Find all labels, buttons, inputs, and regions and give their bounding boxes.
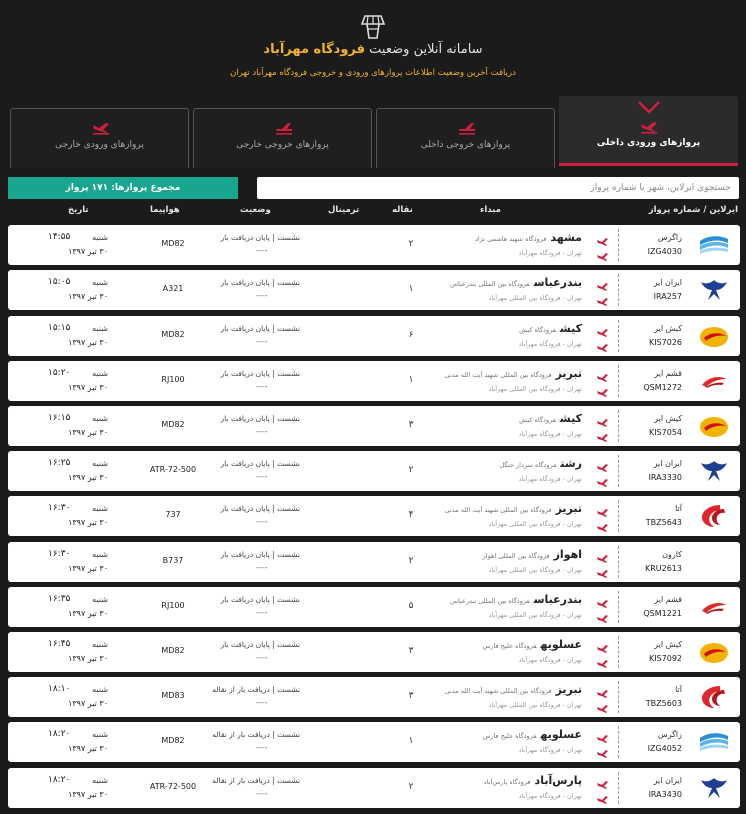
tab-domestic-departures[interactable] [376,108,555,168]
plane-destination-icon [596,609,610,619]
aircraft-type: RJ100 [161,601,185,610]
flight-status: نشست | پایان دریافت بار [220,640,300,649]
origin-city-name: بندرعباس [533,593,582,606]
flight-time: ۱۵:۱۵ [48,323,71,333]
flight-status-secondary: ---- [256,472,268,481]
origin-city [445,502,582,515]
flight-date: ۳۰ تیر ۱۳۹۷ [68,428,108,437]
airline-name: قشم ایر [654,369,682,378]
flight-time: ۱۶:۲۵ [48,458,71,468]
flight-day: شنبه [92,776,108,785]
plane-origin-icon [596,277,610,287]
flight-day: شنبه [92,324,108,333]
flight-row[interactable] [8,722,740,762]
flight-status: نشست | پایان دریافت بار [220,324,300,333]
row-divider [618,274,619,306]
aircraft-type: MD83 [161,691,185,700]
gate-number: ۲ [408,556,414,566]
flight-status-secondary: ---- [256,789,268,798]
aircraft-type: 737 [165,510,181,519]
airline-name: آتا [675,685,682,694]
row-divider [618,726,619,758]
flight-date: ۳۰ تیر ۱۳۹۷ [68,744,108,753]
flight-time: ۱۵:۲۰ [48,368,71,378]
chevron-down-icon [637,100,661,114]
flight-status: نشست | پایان دریافت بار [220,369,300,378]
plane-destination-icon [596,428,610,438]
plane-origin-icon [596,323,610,333]
flight-number: KIS7054 [648,428,682,437]
flight-date: ۳۰ تیر ۱۳۹۷ [68,564,108,573]
flight-time: ۱۸:۱۰ [48,684,71,694]
airline-logo-icon [698,728,730,756]
flight-number: IZG4030 [647,247,682,256]
plane-takeoff-icon [274,121,294,135]
plane-origin-icon [596,232,610,242]
flight-number: TBZ5603 [645,699,682,708]
origin-city [499,457,582,470]
airline-name: آتا [675,504,682,513]
flight-row[interactable] [8,270,740,310]
flight-number: QSM1272 [643,383,682,392]
origin-city [475,231,582,244]
aircraft-type: MD82 [161,330,185,339]
origin-city-name: تبریز [555,683,582,696]
flight-number: KIS7092 [648,654,682,663]
flight-date: ۳۰ تیر ۱۳۹۷ [68,790,108,799]
flight-number: QSM1221 [643,609,682,618]
airline-logo-icon [698,593,730,621]
origin-airport: فرودگاه بین المللی شهید آیت الله مدنی [444,506,552,514]
airline-logo-icon [698,548,730,576]
title-highlight: فرودگاه مهرآباد [263,42,366,57]
flight-status-secondary: ---- [256,517,268,526]
aircraft-type: RJ100 [161,375,185,384]
gate-number: ۴ [408,510,414,520]
airline-name: ایران ایر [653,459,682,468]
gate-number: ۵ [408,601,414,611]
flight-row[interactable] [8,542,740,582]
plane-landing-icon [91,121,111,135]
aircraft-type: MD82 [161,646,185,655]
airline-logo-icon [698,276,730,304]
col-date: تاریخ [68,205,89,215]
flight-day: شنبه [92,640,108,649]
origin-city-name: بندرعباس [533,276,582,289]
flight-row[interactable] [8,677,740,717]
aircraft-type: MD82 [161,736,185,745]
origin-city [445,367,582,380]
plane-origin-icon [596,368,610,378]
origin-city-name: پارس‌آباد [534,774,582,787]
col-airline: ایرلاین / شماره پرواز [648,205,738,215]
flight-row[interactable] [8,632,740,672]
airline-name: کارون [662,550,682,559]
plane-destination-icon [596,247,610,257]
flight-number: IRA3330 [648,473,682,482]
flight-status-secondary: ---- [256,563,268,572]
gate-number: ۲ [408,239,414,249]
gate-number: ۳ [408,646,414,656]
flight-status: نشست | پایان دریافت بار [220,550,300,559]
flight-status: نشست | پایان دریافت بار [220,504,300,513]
origin-city-name: تبریز [555,502,582,515]
flight-number: IZG4052 [647,744,682,753]
site-header [0,0,746,100]
flight-time: ۱۸:۲۰ [48,729,71,739]
origin-airport: فرودگاه کیش [519,326,556,334]
gate-number: ۳ [408,691,414,701]
flight-date: ۳۰ تیر ۱۳۹۷ [68,247,108,256]
row-divider [618,681,619,713]
row-divider [618,500,619,532]
origin-airport: فرودگاه بین المللی شهید آیت الله مدنی [444,687,552,695]
flight-row[interactable] [8,316,740,356]
flight-row[interactable] [8,361,740,401]
origin-airport: فرودگاه خلیج فارس [482,732,537,740]
col-status: وضعیت [240,205,271,215]
flight-row[interactable] [8,587,740,627]
flight-row[interactable] [8,768,740,808]
row-divider [618,591,619,623]
flight-date: ۳۰ تیر ۱۳۹۷ [68,518,108,527]
flight-status: نشست | پایان دریافت بار [220,414,300,423]
row-divider [618,546,619,578]
flight-number: IRA257 [653,292,682,301]
flight-number: IRA3430 [648,790,682,799]
plane-destination-icon [596,744,610,754]
origin-city [484,774,582,787]
flight-time: ۱۶:۳۰ [48,503,71,513]
row-divider [618,410,619,442]
plane-destination-icon [596,338,610,348]
origin-city-name: اهواز [553,548,582,561]
tab-label: پروازهای خروجی داخلی [420,140,511,150]
flight-day: شنبه [92,730,108,739]
airline-name: ایران ایر [653,278,682,287]
origin-airport: فرودگاه بین المللی بندرعباس [450,280,530,288]
origin-airport: فرودگاه سردار جنگل [499,461,557,469]
flight-day: شنبه [92,685,108,694]
flight-number: KIS7026 [648,338,682,347]
flight-status-secondary: ---- [256,608,268,617]
airline-logo-icon [698,231,730,259]
tab-domestic-arrivals[interactable] [559,96,738,166]
flight-date: ۳۰ تیر ۱۳۹۷ [68,473,108,482]
origin-city [483,548,582,561]
flight-status: نشست | دریافت بار از نقاله [212,730,300,739]
airline-logo-icon [698,457,730,485]
plane-origin-icon [596,458,610,468]
aircraft-type: MD82 [161,420,185,429]
aircraft-type: MD82 [161,239,185,248]
destination-airport: تهران - فرودگاه مهرآباد [518,430,582,438]
row-divider [618,229,619,261]
plane-origin-icon [596,549,610,559]
plane-destination-icon [596,790,610,800]
tab-international-arrivals[interactable] [10,108,189,168]
aircraft-type: B737 [162,556,184,565]
page-title [0,42,746,57]
flight-row[interactable] [8,496,740,536]
destination-airport: تهران - فرودگاه بین المللی مهرآباد [488,385,582,393]
plane-destination-icon [596,699,610,709]
flight-status: نشست | پایان دریافت بار [220,233,300,242]
flight-status-secondary: ---- [256,291,268,300]
page-subtitle: دریافت آخرین وضعیت اطلاعات پروازهای ورودی و خروجی فرودگاه مهرآباد تهران [230,68,516,78]
search-input[interactable] [257,177,739,199]
origin-airport: فرودگاه بین المللی شهید آیت الله مدنی [444,371,552,379]
origin-airport: فرودگاه شهید هاشمی نژاد [475,235,547,243]
flight-date: ۳۰ تیر ۱۳۹۷ [68,654,108,663]
airline-name: ایران ایر [653,776,682,785]
col-origin: مبداء [480,205,501,215]
flight-date: ۳۰ تیر ۱۳۹۷ [68,699,108,708]
flight-status-secondary: ---- [256,698,268,707]
destination-airport: تهران - فرودگاه مهرآباد [518,249,582,257]
flight-time: ۱۶:۱۵ [48,413,71,423]
flight-status: نشست | دریافت بار از نقاله [212,685,300,694]
flight-row[interactable] [8,451,740,491]
row-divider [618,636,619,668]
origin-city [482,638,582,651]
origin-airport: فرودگاه بین المللی بندرعباس [450,597,530,605]
origin-airport: فرودگاه بین المللی اهواز [482,552,550,560]
row-divider [618,320,619,352]
flight-status: نشست | پایان دریافت بار [220,459,300,468]
airline-name: کیش ایر [654,324,682,333]
row-divider [618,772,619,804]
destination-airport: تهران - فرودگاه مهرآباد [518,475,582,483]
airline-logo-icon [698,638,730,666]
airline-logo-icon [698,367,730,395]
destination-airport: تهران - فرودگاه بین المللی مهرآباد [488,566,582,574]
col-terminal: ترمینال [328,205,360,215]
destination-airport: تهران - فرودگاه بین المللی مهرآباد [488,520,582,528]
flight-status-secondary: ---- [256,382,268,391]
gate-number: ۶ [408,330,414,340]
origin-city-name: کیش [559,322,582,335]
origin-airport: فرودگاه خلیج فارس [482,642,537,650]
tab-label: پروازهای ورودی خارجی [55,140,144,150]
flight-day: شنبه [92,595,108,604]
gate-number: ۲ [408,782,414,792]
flight-date: ۳۰ تیر ۱۳۹۷ [68,609,108,618]
flight-row[interactable] [8,225,740,265]
flight-day: شنبه [92,414,108,423]
gate-number: ۳ [408,420,414,430]
destination-airport: تهران - فرودگاه مهرآباد [518,746,582,754]
origin-city-name: مشهد [550,231,582,244]
col-aircraft: هواپیما [150,205,180,215]
plane-origin-icon [596,729,610,739]
flight-time: ۱۴:۵۵ [48,232,71,242]
origin-city [519,322,582,335]
flight-day: شنبه [92,278,108,287]
origin-city-name: رشت [560,457,582,470]
origin-city [519,412,582,425]
flight-tabs [10,96,738,170]
destination-airport: تهران - فرودگاه بین المللی مهرآباد [488,294,582,302]
origin-city [450,593,582,606]
flight-day: شنبه [92,233,108,242]
origin-city [445,683,582,696]
title-prefix: سامانه آنلاین وضعیت [369,42,483,57]
row-divider [618,365,619,397]
gate-number: ۱ [408,284,414,294]
airline-name: کیش ایر [654,640,682,649]
flight-status: نشست | پایان دریافت بار [220,595,300,604]
plane-origin-icon [596,503,610,513]
origin-city-name: تبریز [555,367,582,380]
plane-destination-icon [596,564,610,574]
plane-takeoff-icon [457,121,477,135]
destination-airport: تهران - فرودگاه بین المللی مهرآباد [488,701,582,709]
flight-status-secondary: ---- [256,653,268,662]
flight-time: ۱۶:۳۰ [48,549,71,559]
flight-time: ۱۵:۰۵ [48,277,71,287]
tab-label: پروازهای خروجی خارجی [236,140,329,150]
flight-time: ۱۸:۲۰ [48,775,71,785]
flight-number: TBZ5643 [645,518,682,527]
flight-status: نشست | پایان دریافت بار [220,278,300,287]
flight-day: شنبه [92,504,108,513]
plane-destination-icon [596,383,610,393]
origin-city-name: کیش [559,412,582,425]
origin-city [482,728,582,741]
flight-number: KRU2613 [644,564,682,573]
destination-airport: تهران - فرودگاه مهرآباد [518,656,582,664]
airline-logo-icon [698,412,730,440]
flight-date: ۳۰ تیر ۱۳۹۷ [68,383,108,392]
airline-logo-icon [698,774,730,802]
airline-name: کیش ایر [654,414,682,423]
plane-destination-icon [596,518,610,528]
origin-airport: فرودگاه پارس‌آباد [483,778,531,786]
row-divider [618,455,619,487]
airline-logo-icon [698,322,730,350]
origin-city-name: عسلویه [540,728,582,741]
flight-date: ۳۰ تیر ۱۳۹۷ [68,338,108,347]
flight-time: ۱۶:۳۵ [48,594,71,604]
flight-day: شنبه [92,550,108,559]
origin-airport: فرودگاه کیش [519,416,556,424]
plane-origin-icon [596,594,610,604]
flight-time: ۱۶:۴۵ [48,639,71,649]
airline-logo-icon [698,683,730,711]
tab-label: پروازهای ورودی داخلی [596,138,701,148]
destination-airport: تهران - فرودگاه مهرآباد [518,340,582,348]
origin-city-name: عسلویه [540,638,582,651]
aircraft-type: ATR-72-500 [149,465,197,474]
airline-logo-icon [698,502,730,530]
gate-number: ۱ [408,375,414,385]
destination-airport: تهران - فرودگاه مهرآباد [518,792,582,800]
total-flights-badge: مجموع پروازها: ۱۷۱ پرواز [8,177,238,199]
plane-origin-icon [596,413,610,423]
destination-airport: تهران - فرودگاه بین المللی مهرآباد [488,611,582,619]
gate-number: ۲ [408,465,414,475]
flight-status: نشست | دریافت بار از نقاله [212,776,300,785]
flight-status-secondary: ---- [256,743,268,752]
flight-status-secondary: ---- [256,427,268,436]
tab-international-departures[interactable] [193,108,372,168]
col-gate: نقاله [392,205,413,215]
plane-destination-icon [596,473,610,483]
flight-status-secondary: ---- [256,337,268,346]
aircraft-type: A321 [162,284,184,293]
plane-origin-icon [596,775,610,785]
plane-destination-icon [596,292,610,302]
origin-city [450,276,582,289]
control-tower-icon [359,12,387,40]
plane-destination-icon [596,654,610,664]
flight-date: ۳۰ تیر ۱۳۹۷ [68,292,108,301]
gate-number: ۱ [408,736,414,746]
plane-origin-icon [596,639,610,649]
flight-day: شنبه [92,369,108,378]
airline-name: زاگرس [657,233,682,242]
plane-origin-icon [596,684,610,694]
flight-day: شنبه [92,459,108,468]
airline-name: زاگرس [657,730,682,739]
flight-row[interactable] [8,406,740,446]
flight-status-secondary: ---- [256,246,268,255]
airline-name: قشم ایر [654,595,682,604]
plane-landing-icon [639,120,659,134]
aircraft-type: ATR-72-500 [149,782,197,791]
